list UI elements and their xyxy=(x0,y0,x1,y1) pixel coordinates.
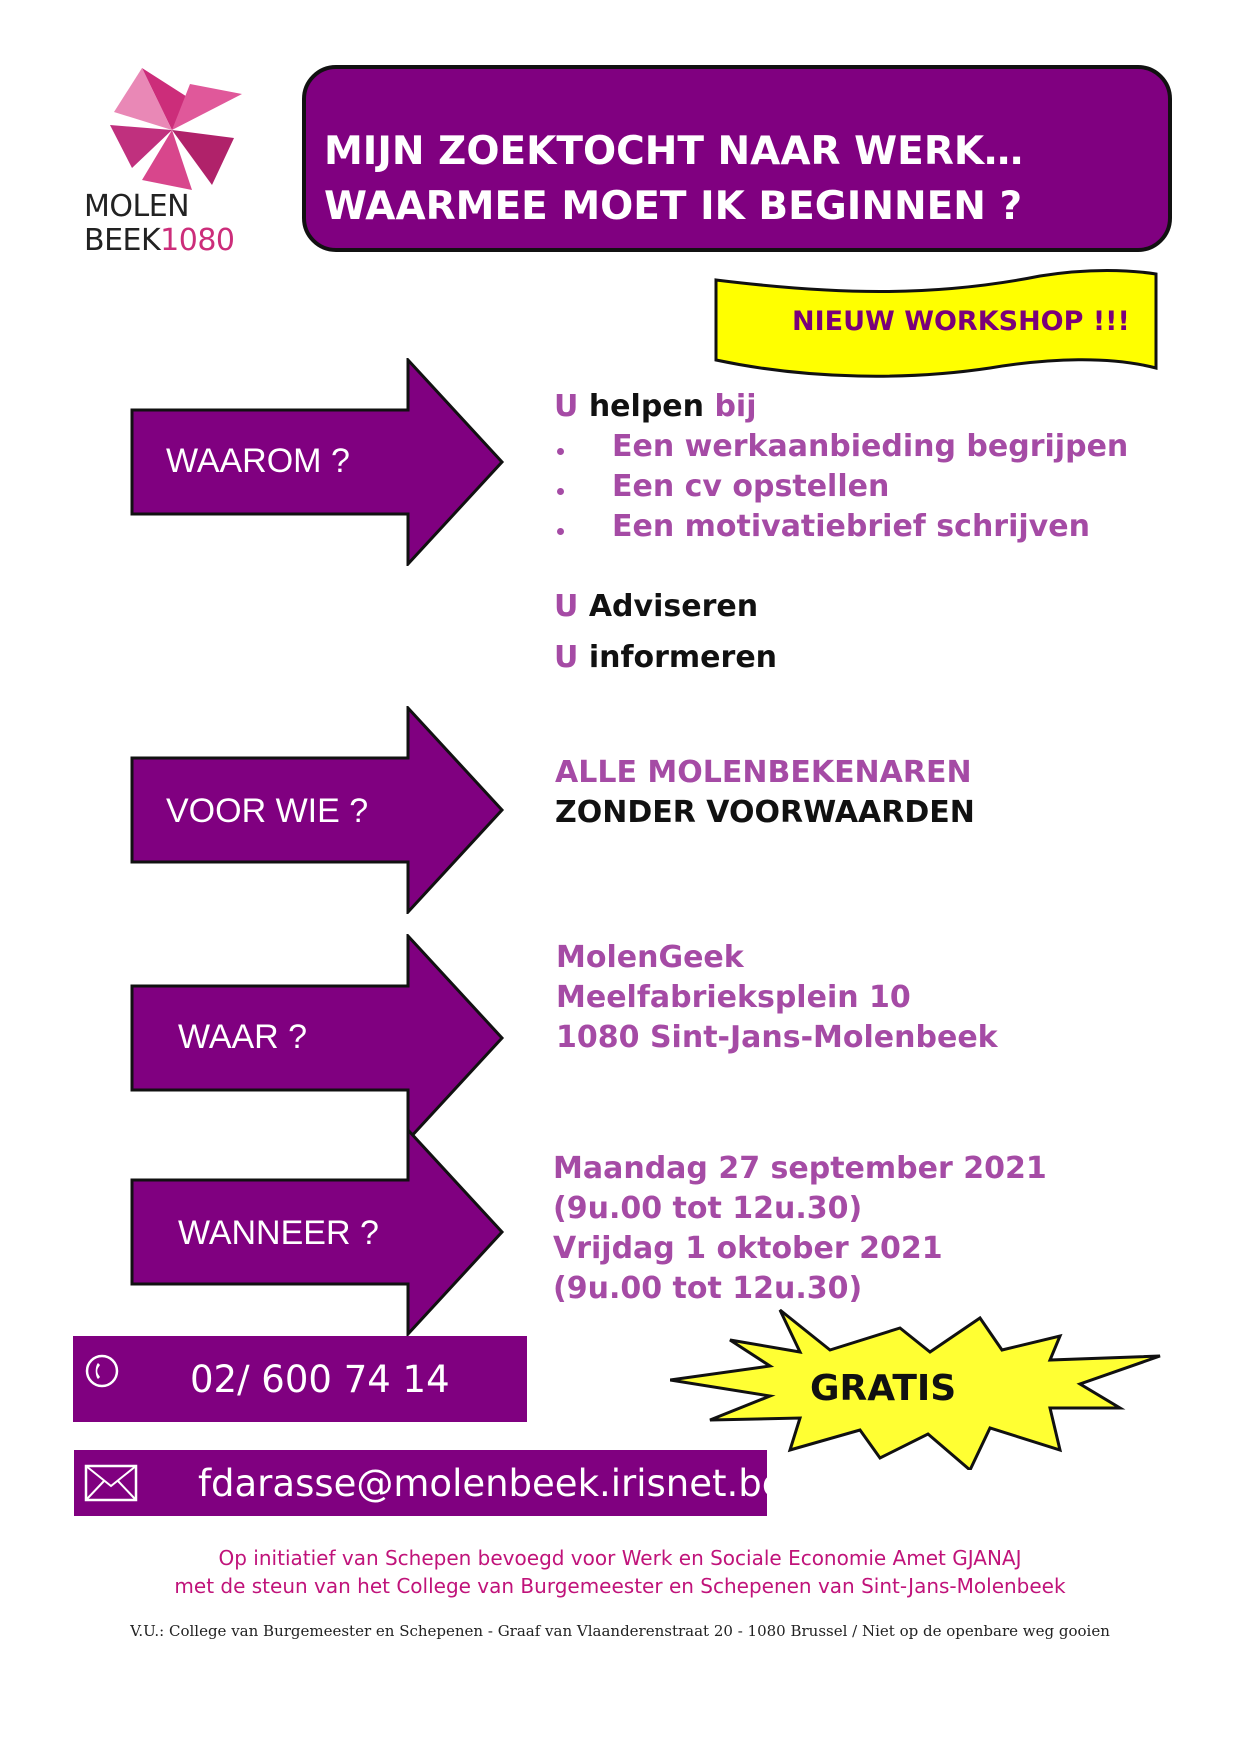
bullet-item: Een werkaanbieding begrijpen xyxy=(612,429,1129,464)
phone-bar xyxy=(73,1336,527,1422)
phone-icon xyxy=(85,1354,119,1388)
banner-text: NIEUW WORKSHOP !!! xyxy=(792,306,1130,337)
bullet-dot xyxy=(557,528,564,535)
footer-line2: met de steun van het College van Burgemeester en Schepenen van Sint-Jans-Molenbeek xyxy=(174,1574,1066,1598)
date-line: Maandag 27 september 2021 xyxy=(553,1151,1047,1186)
inform-word: informeren xyxy=(588,640,778,675)
bullet-item: Een cv opstellen xyxy=(612,469,890,504)
u-letter: U xyxy=(554,389,579,424)
audience-line1: ALLE MOLENBEKENAREN xyxy=(555,755,972,790)
email-address[interactable]: fdarasse@molenbeek.irisnet.be xyxy=(198,1462,785,1505)
label-waarom: WAAROM ? xyxy=(166,442,350,480)
logo-line1: MOLEN xyxy=(84,189,190,224)
title-line1: MIJN ZOEKTOCHT NAAR WERK… xyxy=(324,129,1024,174)
label-waar: WAAR ? xyxy=(178,1018,308,1056)
logo-line2 xyxy=(84,223,235,258)
waarom-intro xyxy=(554,389,757,424)
u-letter: U xyxy=(554,589,579,624)
new-workshop-banner xyxy=(710,268,1160,380)
audience-line2: ZONDER VOORWAARDEN xyxy=(555,795,975,830)
inform-line xyxy=(554,640,778,675)
advise-line xyxy=(554,589,759,624)
location-line: MolenGeek xyxy=(556,940,744,975)
molenbeek-logo xyxy=(72,58,272,268)
bullet-dot xyxy=(557,448,564,455)
pinwheel-icon xyxy=(72,58,272,198)
email-bar xyxy=(74,1450,785,1516)
advise-word: Adviseren xyxy=(588,589,759,624)
label-voor-wie: VOOR WIE ? xyxy=(166,792,369,830)
location-line: 1080 Sint-Jans-Molenbeek xyxy=(556,1020,998,1055)
logo-number: 1080 xyxy=(160,223,235,258)
location-line: Meelfabrieksplein 10 xyxy=(556,980,911,1015)
envelope-icon xyxy=(84,1464,138,1502)
phone-number[interactable]: 02/ 600 74 14 xyxy=(190,1358,450,1401)
title-box xyxy=(302,65,1172,252)
intro-helpen: helpen xyxy=(588,389,704,424)
intro-bij: bij xyxy=(714,389,757,424)
label-wanneer: WANNEER ? xyxy=(178,1214,379,1252)
footer-line1: Op initiatief van Schepen bevoegd voor Werk en Sociale Economie Amet GJANAJ xyxy=(218,1546,1022,1570)
u-letter: U xyxy=(554,640,579,675)
gratis-burst xyxy=(670,1300,1170,1470)
title-line2: WAARMEE MOET IK BEGINNEN ? xyxy=(324,184,1023,229)
logo-beek: BEEK xyxy=(84,223,161,258)
bullet-dot xyxy=(557,488,564,495)
date-line: Vrijdag 1 oktober 2021 xyxy=(553,1231,943,1266)
time-line: (9u.00 tot 12u.30) xyxy=(553,1191,863,1226)
bullet-item: Een motivatiebrief schrijven xyxy=(612,509,1090,544)
gratis-text: GRATIS xyxy=(810,1368,957,1409)
time-line: (9u.00 tot 12u.30) xyxy=(553,1271,863,1306)
footer-disclaimer: V.U.: College van Burgemeester en Schepenen - Graaf van Vlaanderenstraat 20 - 1080 Brussel / Niet op de openbare weg gooien xyxy=(130,1622,1110,1640)
